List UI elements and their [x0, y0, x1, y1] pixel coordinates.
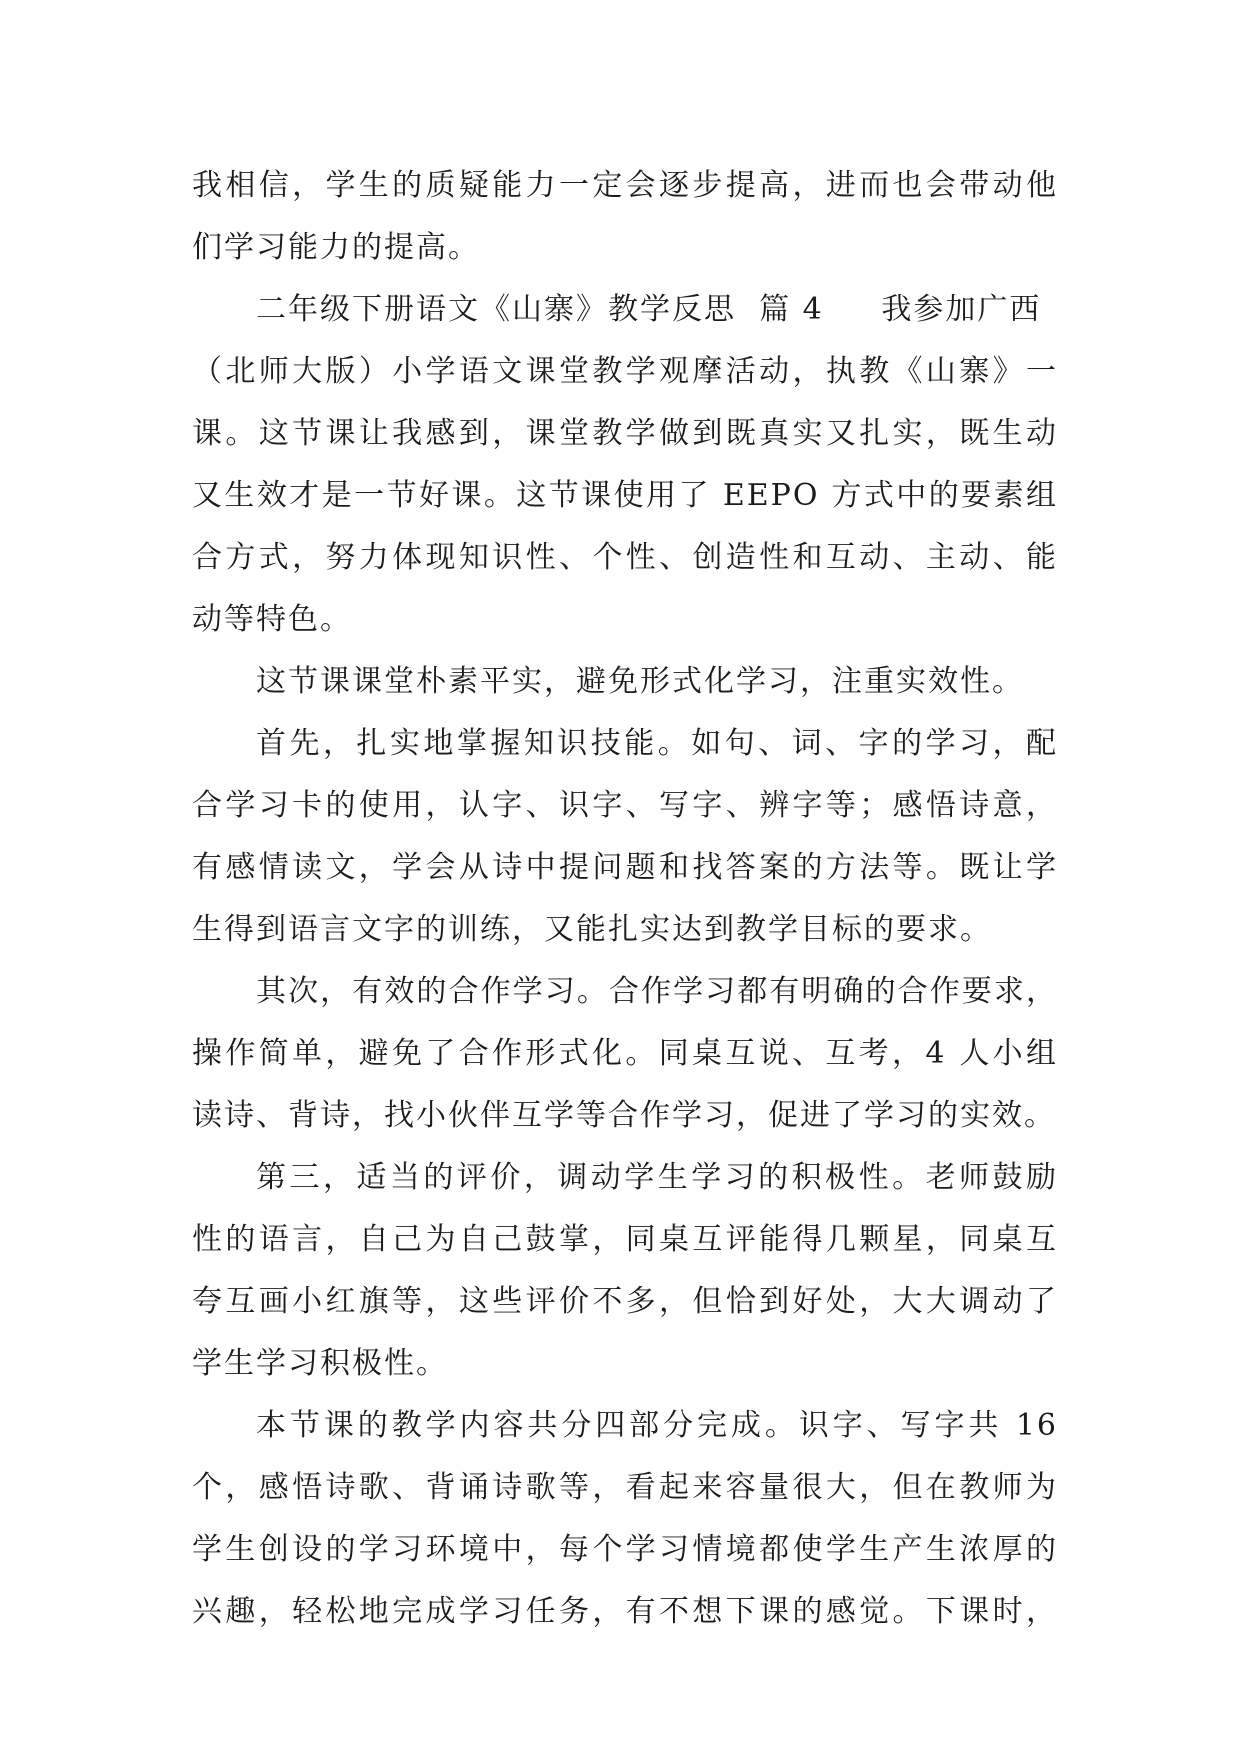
text-line: 其次，有效的合作学习。合作学习都有明确的合作要求，	[256, 974, 1058, 1009]
text-line: 性的语言，自己为自己鼓掌，同桌互评能得几颗星，同桌互	[192, 1222, 1058, 1257]
text-line: 们学习能力的提高。	[192, 230, 480, 265]
text-line: 学生创设的学习环境中，每个学习情境都使学生产生浓厚的	[192, 1532, 1058, 1567]
paragraph	[192, 961, 1058, 1147]
text-line: 首先，扎实地掌握知识技能。如句、词、字的学习，配	[256, 726, 1058, 761]
text-line: 这节课课堂朴素平实，避免形式化学习，注重实效性。	[256, 664, 1024, 699]
document-body	[192, 155, 1058, 1643]
text-line: 第三，适当的评价，调动学生学习的积极性。老师鼓励	[256, 1160, 1058, 1195]
text-line: 有感情读文，学会从诗中提问题和找答案的方法等。既让学	[192, 850, 1058, 885]
text-line: 个，感悟诗歌、背诵诗歌等，看起来容量很大，但在教师为	[192, 1470, 1058, 1505]
section-heading-line: 二年级下册语文《山寨》教学反思 篇 4 我参加广西	[256, 292, 1042, 327]
text-line: 本节课的教学内容共分四部分完成。识字、写字共 16	[256, 1408, 1058, 1443]
text-line: 兴趣，轻松地完成学习任务，有不想下课的感觉。下课时，	[192, 1594, 1058, 1629]
paragraph	[192, 713, 1058, 961]
paragraph	[192, 1395, 1058, 1643]
paragraph	[192, 1147, 1058, 1395]
text-line: 课。这节课让我感到，课堂教学做到既真实又扎实，既生动	[192, 416, 1058, 451]
text-line: 又生效才是一节好课。这节课使用了 EEPO 方式中的要素组	[192, 478, 1058, 513]
text-line: 我相信，学生的质疑能力一定会逐步提高，进而也会带动他	[192, 168, 1058, 203]
text-line: 动等特色。	[192, 602, 352, 637]
text-line: 夸互画小红旗等，这些评价不多，但恰到好处，大大调动了	[192, 1284, 1058, 1319]
text-line: 合学习卡的使用，认字、识字、写字、辨字等；感悟诗意，	[192, 788, 1058, 823]
paragraph	[192, 279, 1058, 651]
text-line: 操作简单，避免了合作形式化。同桌互说、互考，4 人小组	[192, 1036, 1058, 1071]
text-line: 学生学习积极性。	[192, 1346, 448, 1381]
text-line: 生得到语言文字的训练，又能扎实达到教学目标的要求。	[192, 912, 992, 947]
text-line: （北师大版）小学语文课堂教学观摩活动，执教《山寨》一	[192, 354, 1058, 389]
text-line: 合方式，努力体现知识性、个性、创造性和互动、主动、能	[192, 540, 1058, 575]
paragraph	[192, 155, 1058, 279]
paragraph	[192, 651, 1058, 713]
text-line: 读诗、背诗，找小伙伴互学等合作学习，促进了学习的实效。	[192, 1098, 1056, 1133]
